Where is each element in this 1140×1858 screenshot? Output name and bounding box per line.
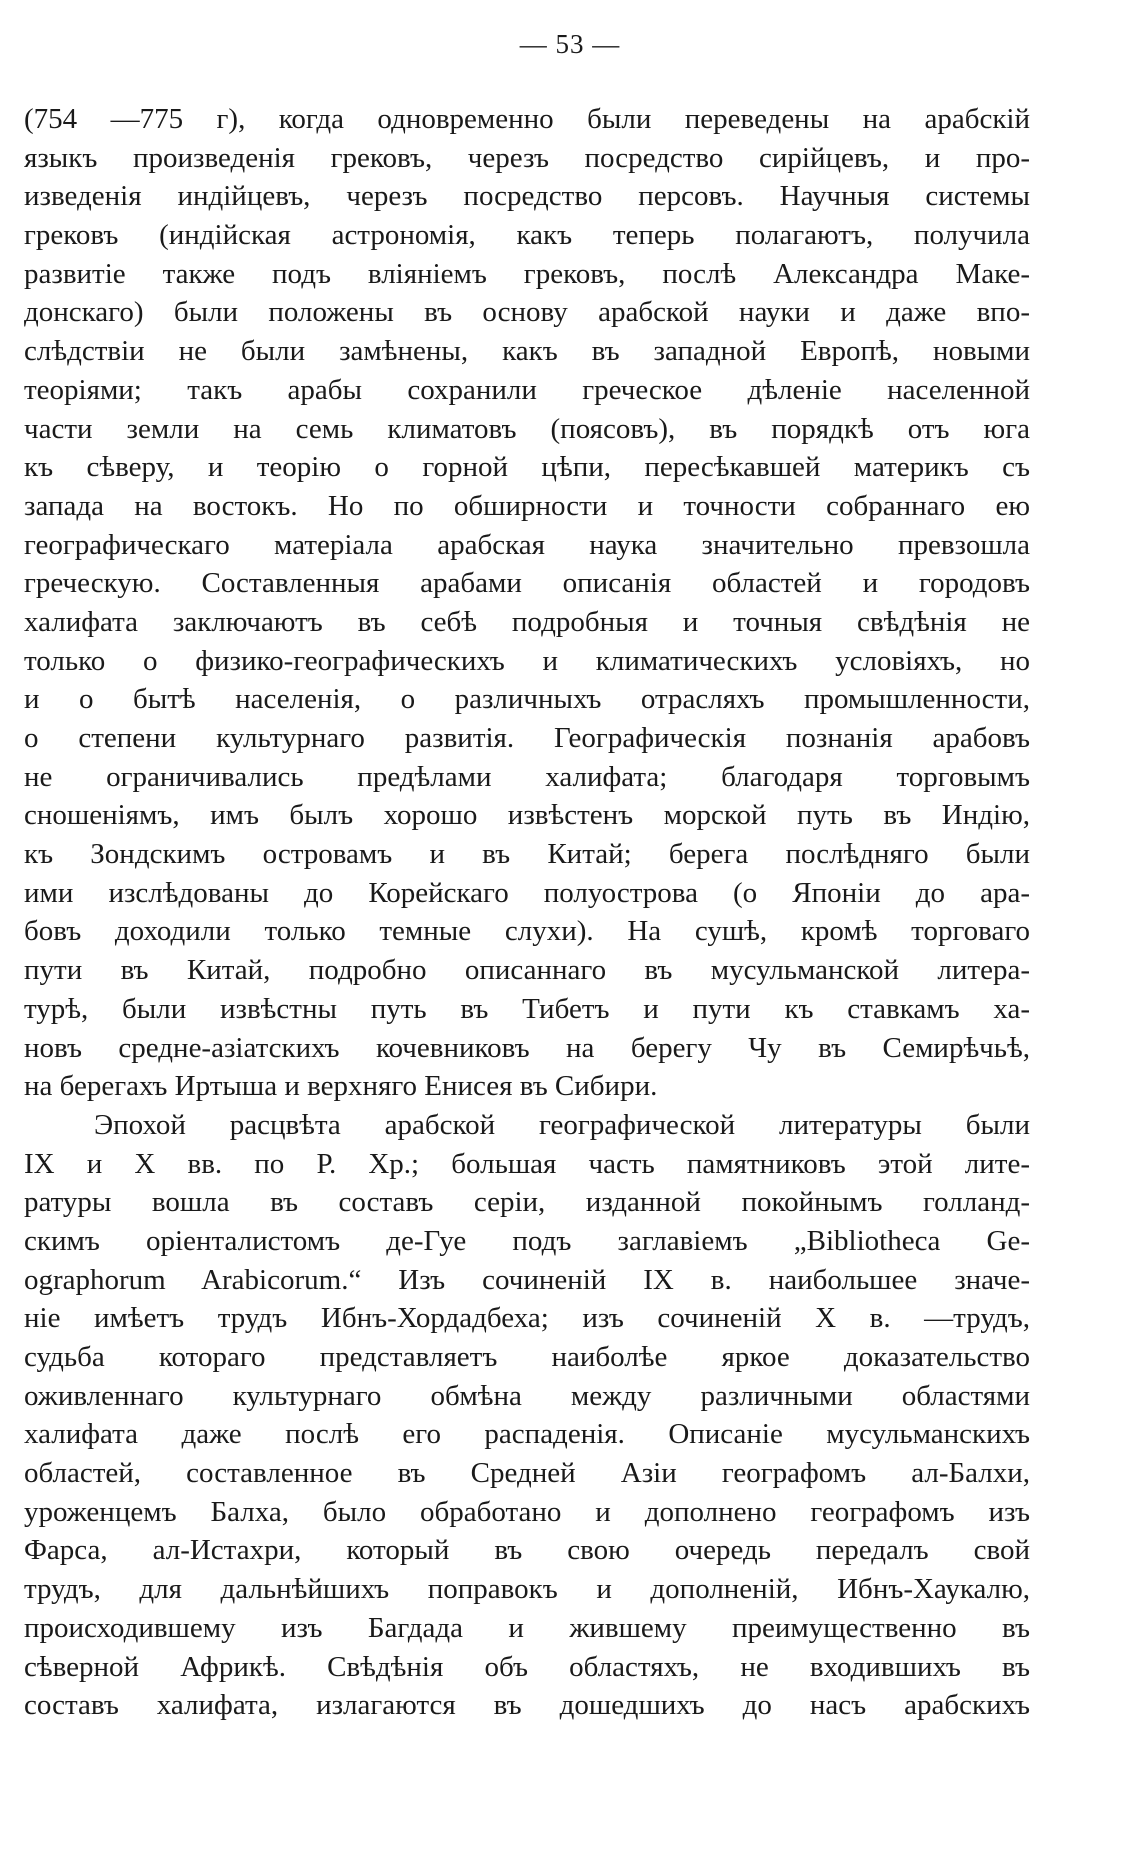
text-line: греческую. Составленныя арабами описанія областей и городовъ — [24, 567, 1030, 600]
text-line: къ Зондскимъ островамъ и въ Китай; берега послѣдняго были — [24, 838, 1030, 871]
text-line: происходившему изъ Багдада и жившему преимущественно въ — [24, 1611, 1030, 1644]
text-line: скимъ оріенталистомъ де-Гуе подъ заглавіемъ „Bibliotheca Ge- — [24, 1224, 1030, 1257]
text-line: части земли на семь климатовъ (поясовъ), въ порядкѣ отъ юга — [24, 412, 1030, 445]
text-line: оживленнаго культурнаго обмѣна между различными областями — [24, 1379, 1030, 1412]
text-line: халифата даже послѣ его распаденія. Описаніе мусульманскихъ — [24, 1418, 1030, 1451]
text-line: новъ средне-азіатскихъ кочевниковъ на берегу Чу въ Семирѣчьѣ, — [24, 1031, 1030, 1064]
text-line: теоріями; такъ арабы сохранили греческое дѣленіе населенной — [24, 373, 1030, 406]
page-number: — 53 — — [519, 29, 621, 59]
text-line: о степени культурнаго развитія. Географическія познанія арабовъ — [24, 722, 1030, 754]
text-line: къ сѣверу, и теорію о горной цѣпи, пересѣкавшей материкъ съ — [24, 451, 1030, 484]
text-line: уроженцемъ Балха, было обработано и дополнено географомъ изъ — [24, 1495, 1030, 1528]
text-line: сѣверной Африкѣ. Свѣдѣнія объ областяхъ, не входившихъ въ — [24, 1650, 1030, 1683]
body-text — [24, 100, 1030, 1725]
text-line: халифата заключаютъ въ себѣ подробныя и точныя свѣдѣнія не — [24, 605, 1030, 638]
text-line: донскаго) были положены въ основу арабской науки и даже впо- — [24, 296, 1030, 329]
text-line: и о бытѣ населенія, о различныхъ отрасляхъ промышленности, — [24, 683, 1030, 716]
text-line: географическаго матеріала арабская наука значительно превзошла — [24, 528, 1030, 561]
text-line: запада на востокъ. Но по обширности и точности собраннаго ею — [24, 489, 1030, 522]
text-line: Эпохой расцвѣта арабской географической литературы были — [94, 1108, 1030, 1141]
text-line: изведенія индійцевъ, черезъ посредство персовъ. Научныя системы — [24, 180, 1030, 213]
text-line: составъ халифата, излагаются въ дошедшихъ до насъ арабскихъ — [24, 1689, 1030, 1722]
text-line: трудъ, для дальнѣйшихъ поправокъ и дополненій, Ибнъ-Хаукалю, — [24, 1573, 1030, 1606]
text-line: не ограничивались предѣлами халифата; благодаря торговымъ — [24, 760, 1030, 793]
text-line: бовъ доходили только темные слухи). На сушѣ, кромѣ торговаго — [24, 915, 1030, 948]
text-line: ographorum Arabicorum.“ Изъ сочиненій IX в. наибольшее значе- — [24, 1263, 1030, 1296]
text-line: IX и X вв. по Р. Хр.; большая часть памятниковъ этой лите- — [24, 1147, 1030, 1180]
text-line: ими изслѣдованы до Корейскаго полуострова (о Японіи до ара- — [24, 876, 1030, 909]
text-line: языкъ произведенія грековъ, черезъ посредство сирійцевъ, и про- — [24, 141, 1030, 174]
text-line: грековъ (индійская астрономія, какъ теперь полагаютъ, получила — [24, 219, 1030, 252]
text-line: Фарса, ал-Истахри, который въ свою очередь передалъ свой — [24, 1534, 1030, 1567]
text-line: развитіе также подъ вліяніемъ грековъ, послѣ Александра Маке- — [24, 257, 1030, 290]
text-line: турѣ, были извѣстны путь въ Тибетъ и пути къ ставкамъ ха- — [24, 992, 1030, 1025]
text-line: ніе имѣетъ трудъ Ибнъ-Хордадбеха; изъ сочиненій X в. —трудъ, — [24, 1302, 1030, 1335]
text-line: ратуры вошла въ составъ серіи, изданной покойнымъ голланд- — [24, 1186, 1030, 1219]
text-line: только о физико-географическихъ и климатическихъ условіяхъ, но — [24, 644, 1030, 677]
text-line: судьба котораго представляетъ наиболѣе яркое доказательство — [24, 1341, 1030, 1373]
text-line: на берегахъ Иртыша и верхняго Енисея въ Сибири. — [24, 1070, 658, 1103]
text-line: (754 —775 г), когда одновременно были переведены на арабскій — [24, 103, 1030, 135]
text-line: сношеніямъ, имъ былъ хорошо извѣстенъ морской путь въ Индію, — [24, 799, 1030, 832]
text-line: пути въ Китай, подробно описаннаго въ мусульманской литера- — [24, 954, 1030, 987]
text-line: слѣдствіи не были замѣнены, какъ въ западной Европѣ, новыми — [24, 335, 1030, 368]
text-line: областей, составленное въ Средней Азіи географомъ ал-Балхи, — [24, 1457, 1030, 1490]
